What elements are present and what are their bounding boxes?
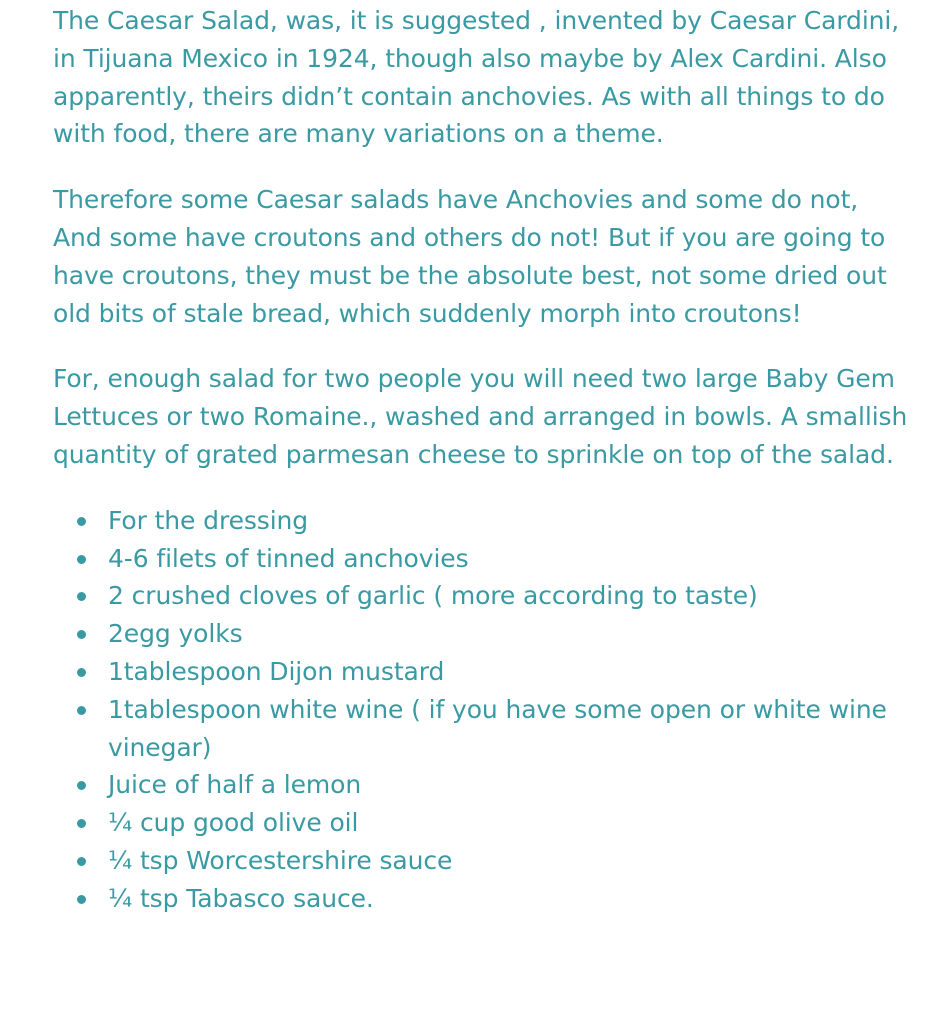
list-item: 2 crushed cloves of garlic ( more according to taste): [108, 577, 913, 615]
croutons-paragraph: Therefore some Caesar salads have Anchovies and some do not, And some have croutons and others do not! But if you are going to have croutons, they must be the absolute best, not some dried out old bits of stale bread, which suddenly morph into croutons!: [53, 185, 887, 328]
list-item: 4-6 filets of tinned anchovies: [108, 540, 913, 578]
list-item: 1tablespoon white wine ( if you have some open or white wine vinegar): [108, 691, 913, 767]
quantities-paragraph: For, enough salad for two people you will need two large Baby Gem Lettuces or two Romaine., washed and arranged in bowls. A smallish quantity of grated parmesan cheese to sprinkle on top of the salad.: [53, 364, 908, 469]
list-item: ¼ tsp Worcestershire sauce: [108, 842, 913, 880]
list-item: ¼ cup good olive oil: [108, 804, 913, 842]
intro-paragraph: The Caesar Salad, was, it is suggested , invented by Caesar Cardini, in Tijuana Mexico in 1924, though also maybe by Alex Cardini. Also apparently, theirs didn’t contain anchovies. As with all things to do with food, there are many variations on a theme.: [53, 6, 900, 149]
list-item: 1tablespoon Dijon mustard: [108, 653, 913, 691]
list-item: ¼ tsp Tabasco sauce.: [108, 880, 913, 918]
recipe-article: [53, 2, 913, 918]
list-item: 2egg yolks: [108, 615, 913, 653]
list-item: For the dressing: [108, 502, 913, 540]
list-item: Juice of half a lemon: [108, 766, 913, 804]
ingredient-list: [53, 502, 913, 918]
